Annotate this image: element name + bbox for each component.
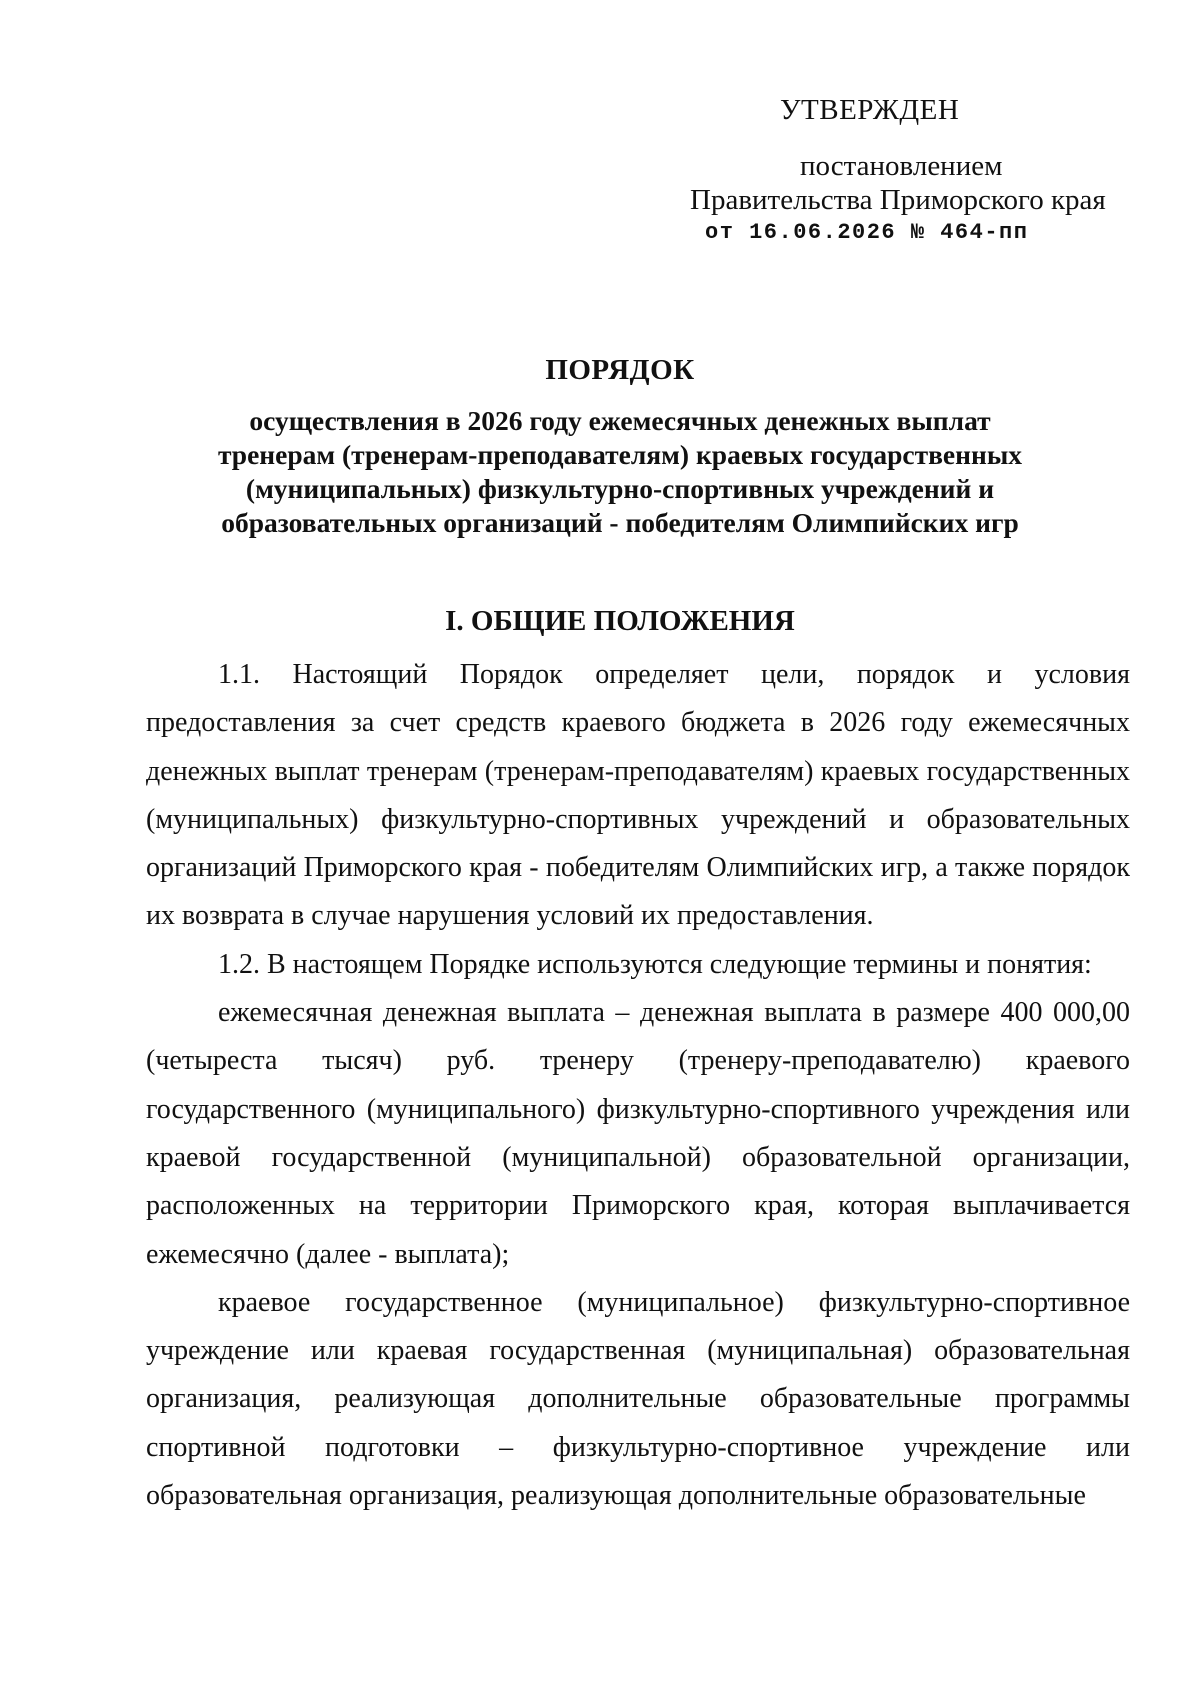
subtitle-line: (муниципальных) физкультурно-спортивных учреждений и (245, 473, 995, 504)
paragraph-1-2: 1.2. В настоящем Порядке используются следующие термины и понятия: (218, 948, 1092, 980)
approval-government-line: Правительства Приморского края (690, 184, 1106, 216)
subtitle-line: осуществления в 2026 году ежемесячных денежных выплат (249, 405, 991, 436)
approved-title: УТВЕРЖДЕН (780, 94, 960, 126)
subtitle-line: тренерам (тренерам-преподавателям) краевых государственных (217, 439, 1023, 470)
definition-monthly-payment: ежемесячная денежная выплата – денежная выплата в размере 400 000,00 (четыреста тысяч) руб. тренеру (тренеру-преподавателю) краевого государственного (муниципального) физкультурно-спортивного учреждения или краевой государственной (муниципальной) образовательной организации, расположенных на территории Приморского края, которая выплачивается ежемесячно (далее - выплата); (146, 997, 1130, 1270)
document-title: ПОРЯДОК (545, 354, 695, 386)
approval-resolution-line: постановлением (800, 150, 1003, 182)
approval-date-number-stamp: от 16.06.2026 № 464-пп (705, 220, 1029, 245)
subtitle-line: образовательных организаций - победителям Олимпийских игр (221, 507, 1019, 538)
paragraph-1-1: 1.1. Настоящий Порядок определяет цели, порядок и условия предоставления за счет средств краевого бюджета в 2026 году ежемесячных денежных выплат тренерам (тренерам-преподавателям) краевых государственных (муниципальных) физкультурно-спортивных учреждений и образовательных организаций Приморского края - победителям Олимпийских игр, а также порядок их возврата в случае нарушения условий их предоставления. (146, 659, 1130, 932)
document-subtitle (145, 404, 1095, 540)
definition-sports-institution: краевое государственное (муниципальное) физкультурно-спортивное учреждение или краевая государственная (муниципальная) образовательная организация, реализующая дополнительные образовательные программы спортивной подготовки – физкультурно-спортивное учреждение или образовательная организация, реализующая дополнительные образовательные (146, 1286, 1130, 1512)
section-heading: I. ОБЩИЕ ПОЛОЖЕНИЯ (445, 605, 795, 637)
document-body (146, 651, 1130, 1520)
